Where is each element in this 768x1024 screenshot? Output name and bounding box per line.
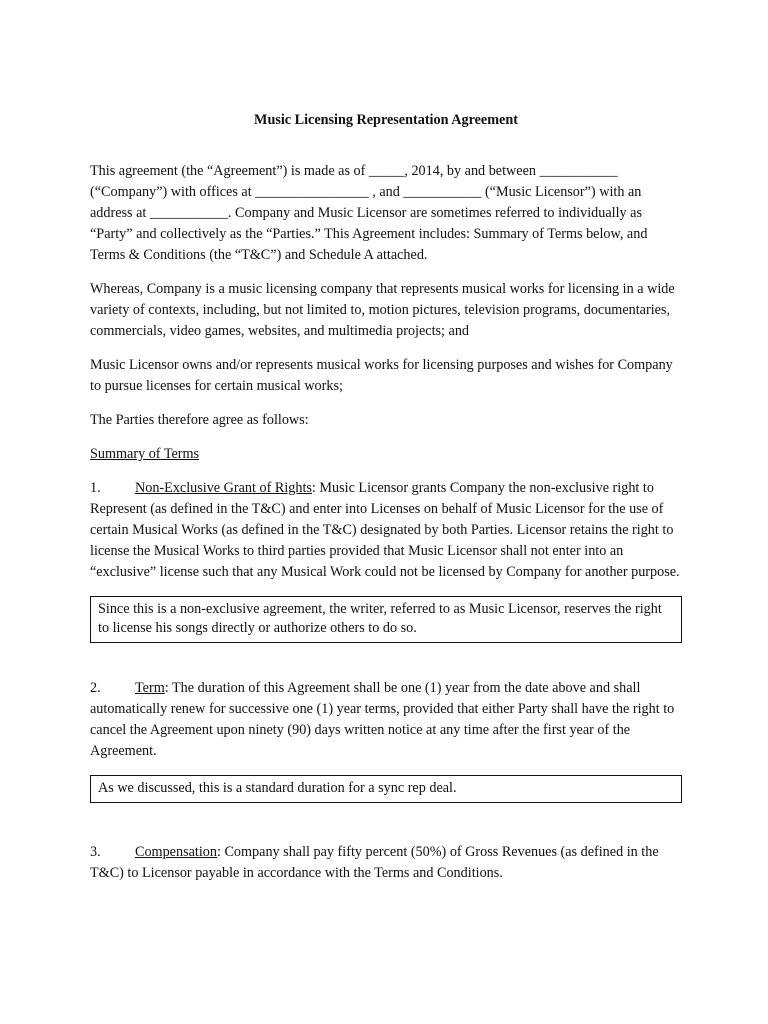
clause-number: 3.	[90, 844, 101, 860]
clause-3	[90, 842, 682, 884]
whereas-paragraph: Whereas, Company is a music licensing company that represents musical works for licensing in a wide variety of contexts, including, but not limited to, motion pictures, television programs, documentaries, commercials, video games, websites, and multimedia projects; and	[90, 281, 675, 339]
summary-heading: Summary of Terms	[90, 446, 200, 462]
clause-heading: Compensation	[135, 844, 217, 860]
clause-body: : The duration of this Agreement shall be one (1) year from the date above and shall automatically renew for successive one (1) year terms, provided that either Party shall have the right to cancel the Agreement upon ninety (90) days written notice at any time after the first year of the Agreement.	[90, 680, 675, 759]
intro-paragraph: This agreement (the “Agreement”) is made as of _____, 2014, by and between ___________ (“Company”) with offices at ________________ , and ___________ (“Music Licensor”) with an address at ___________. Company and Music Licensor are sometimes referred to individually as “Party” and collectively as the “Parties.” This Agreement includes: Summary of Terms below, and Terms & Conditions (the “T&C”) and Schedule A attached.	[90, 163, 648, 263]
clause-heading: Non-Exclusive Grant of Rights	[135, 480, 312, 496]
clause-body: : Music Licensor grants Company the non-exclusive right to Represent (as defined in the T&C) and enter into Licenses on behalf of Music Licensor for the use of certain Musical Works (as defined in the T&C) designated by both Parties. Licensor retains the right to license the Musical Works to third parties provided that Music Licensor shall not enter into an “exclusive” license such that any Musical Work could not be licensed by Company for another purpose.	[90, 480, 680, 580]
clause-number: 1.	[90, 480, 101, 496]
clause-body: : Company shall pay fifty percent (50%) of Gross Revenues (as defined in the T&C) to Licensor payable in accordance with the Terms and Conditions.	[90, 844, 659, 881]
clause-2-note: As we discussed, this is a standard duration for a sync rep deal.	[90, 775, 682, 803]
clause-1	[90, 478, 682, 583]
agree-paragraph: The Parties therefore agree as follows:	[90, 412, 309, 428]
clause-number: 2.	[90, 680, 101, 696]
clause-1-note: Since this is a non-exclusive agreement, the writer, referred to as Music Licensor, reserves the right to license his songs directly or authorize others to do so.	[90, 596, 682, 643]
clause-2	[90, 678, 682, 762]
document-title: Music Licensing Representation Agreement	[254, 112, 518, 128]
clause-heading: Term	[135, 680, 165, 696]
document-page	[90, 110, 682, 897]
licensor-paragraph: Music Licensor owns and/or represents musical works for licensing purposes and wishes for Company to pursue licenses for certain musical works;	[90, 357, 673, 394]
